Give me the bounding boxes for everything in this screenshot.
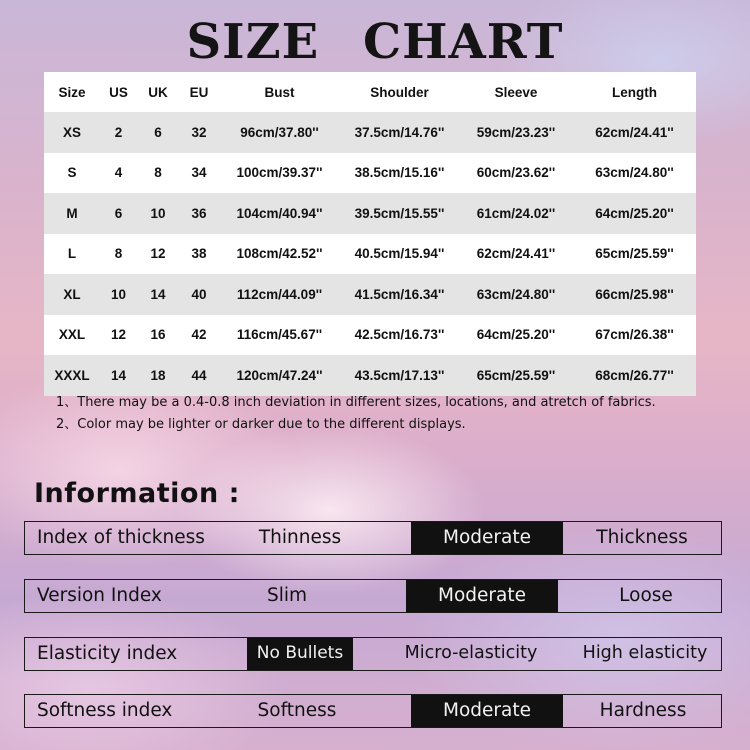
column-header: Length xyxy=(612,84,657,100)
table-cell: 59cm/23.23'' xyxy=(476,124,556,140)
table-cell: XXXL xyxy=(54,367,90,383)
info-option-loose: Loose xyxy=(619,585,673,606)
table-cell: 36 xyxy=(191,205,207,221)
table-cell: XXL xyxy=(58,327,86,343)
table-cell: XL xyxy=(63,286,81,302)
notes xyxy=(56,392,736,436)
note-item: 1、There may be a 0.4-0.8 inch deviation in different sizes, locations, and atretch of fabrics. xyxy=(56,395,656,410)
note-item: 2、Color may be lighter or darker due to the different displays. xyxy=(56,417,466,432)
table-cell: 63cm/24.80'' xyxy=(595,165,674,181)
table-cell: 8 xyxy=(154,165,162,181)
info-option-high-elasticity: High elasticity xyxy=(582,643,708,663)
table-cell: 41.5cm/16.34'' xyxy=(354,286,445,302)
table-row xyxy=(44,315,696,356)
column-header: Bust xyxy=(264,84,295,100)
table-cell: 38 xyxy=(191,246,207,262)
info-row-version xyxy=(24,579,722,613)
table-cell: 8 xyxy=(114,246,123,262)
table-cell: XS xyxy=(62,124,81,140)
column-header: Size xyxy=(58,84,86,100)
info-option-moderate-selected: Moderate xyxy=(411,522,563,554)
table-cell: 64cm/25.20'' xyxy=(595,205,674,221)
table-cell: 40.5cm/15.94'' xyxy=(354,246,445,262)
info-row-label: Elasticity index xyxy=(37,643,178,664)
table-cell: 104cm/40.94'' xyxy=(236,205,323,221)
table-cell: 96cm/37.80'' xyxy=(240,124,319,140)
table-cell: 44 xyxy=(191,367,207,383)
table-cell: 42 xyxy=(191,327,207,343)
table-cell: 60cm/23.62'' xyxy=(476,165,556,181)
table-cell: 120cm/47.24'' xyxy=(236,367,323,383)
table-row xyxy=(44,153,696,194)
info-option-micro-elasticity: Micro-elasticity xyxy=(404,643,538,663)
table-cell: 63cm/24.80'' xyxy=(476,286,556,302)
table-cell: 14 xyxy=(150,286,166,302)
table-cell: 67cm/26.38'' xyxy=(595,327,674,343)
info-option-softness: Softness xyxy=(257,700,337,721)
table-cell: 12 xyxy=(150,246,166,262)
info-row-label: Version Index xyxy=(37,585,162,606)
info-row-elasticity xyxy=(24,637,722,671)
column-header: US xyxy=(109,84,128,100)
table-cell: 6 xyxy=(114,205,123,221)
table-row xyxy=(44,274,696,315)
table-cell: 61cm/24.02'' xyxy=(476,205,556,221)
table-cell: 64cm/25.20'' xyxy=(476,327,556,343)
table-cell: 38.5cm/15.16'' xyxy=(354,165,445,181)
column-header: EU xyxy=(189,84,209,100)
info-row-softness xyxy=(24,694,722,728)
table-cell: 34 xyxy=(191,165,207,181)
table-cell: 65cm/25.59'' xyxy=(476,367,556,383)
table-cell: 39.5cm/15.55'' xyxy=(354,205,445,221)
column-header: Sleeve xyxy=(494,84,538,100)
table-cell: 62cm/24.41'' xyxy=(476,246,556,262)
table-cell: 62cm/24.41'' xyxy=(595,124,674,140)
table-cell: 6 xyxy=(154,124,162,140)
table-cell: 112cm/44.09'' xyxy=(236,286,323,302)
column-header: UK xyxy=(148,84,168,100)
info-option-slim: Slim xyxy=(266,585,308,606)
table-cell: 2 xyxy=(114,124,123,140)
table-cell: 116cm/45.67'' xyxy=(236,327,323,343)
table-cell: 40 xyxy=(191,286,207,302)
info-option-no-bullets-selected: No Bullets xyxy=(247,638,353,670)
table-cell: 18 xyxy=(150,367,166,383)
size-chart-table xyxy=(44,72,696,396)
column-header: Shoulder xyxy=(370,84,429,100)
table-header-row xyxy=(44,72,696,112)
info-option-hardness: Hardness xyxy=(599,700,687,721)
info-option-thickness: Thickness xyxy=(596,527,688,548)
table-cell: 10 xyxy=(110,286,127,302)
table-cell: L xyxy=(67,246,77,262)
table-cell: 68cm/26.77'' xyxy=(595,367,674,383)
table-row xyxy=(44,234,696,275)
table-cell: 66cm/25.98'' xyxy=(595,286,674,302)
table-cell: 43.5cm/17.13'' xyxy=(354,367,445,383)
table-cell: 108cm/42.52'' xyxy=(236,246,323,262)
table-cell: 32 xyxy=(191,124,207,140)
page-title: SIZE CHART xyxy=(186,14,564,70)
table-cell: 12 xyxy=(110,327,127,343)
info-row-label: Index of thickness xyxy=(37,527,205,548)
table-cell: 10 xyxy=(150,205,166,221)
table-row xyxy=(44,355,696,396)
information-heading: Information : xyxy=(34,478,240,509)
table-cell: 16 xyxy=(150,327,166,343)
info-option-moderate-selected: Moderate xyxy=(406,580,558,612)
table-cell: M xyxy=(66,205,78,221)
table-cell: S xyxy=(67,165,77,181)
table-cell: 37.5cm/14.76'' xyxy=(354,124,445,140)
table-cell: 65cm/25.59'' xyxy=(595,246,674,262)
info-row-label: Softness index xyxy=(37,700,173,721)
table-cell: 100cm/39.37'' xyxy=(236,165,323,181)
table-cell: 42.5cm/16.73'' xyxy=(354,327,445,343)
table-cell: 4 xyxy=(114,165,123,181)
table-cell: 14 xyxy=(110,367,127,383)
info-row-thickness xyxy=(24,521,722,555)
info-option-moderate-selected: Moderate xyxy=(411,695,563,727)
info-option-thinness: Thinness xyxy=(258,527,342,548)
table-row xyxy=(44,112,696,153)
table-row xyxy=(44,193,696,234)
